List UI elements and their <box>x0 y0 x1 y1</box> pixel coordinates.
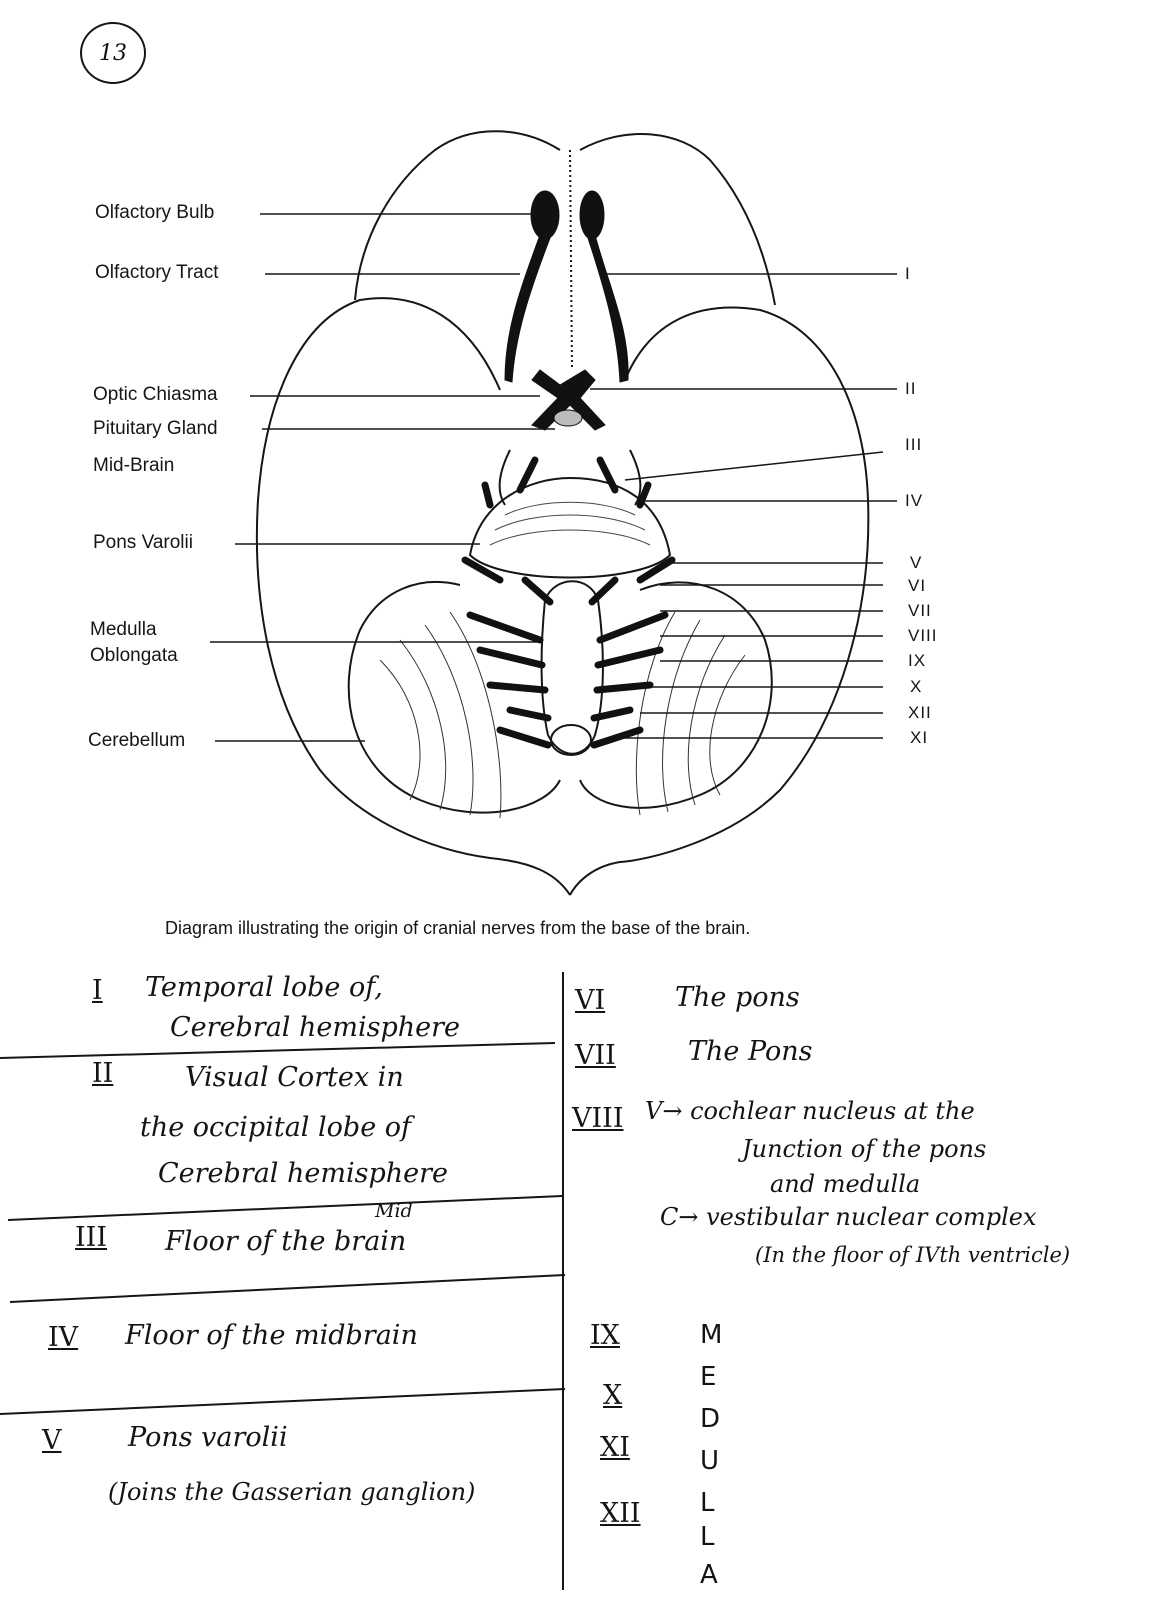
label-olfactory-bulb: Olfactory Bulb <box>95 202 215 223</box>
medulla-nerve-xi: XI <box>600 1432 630 1463</box>
note-viii-line5: (In the floor of IVth ventricle) <box>755 1243 1071 1267</box>
note-iii-num: III <box>75 1222 107 1253</box>
note-v-line1: Pons varolii <box>128 1422 288 1453</box>
nerve-vii-viii-left <box>470 615 540 640</box>
olfactory-tract-right <box>588 235 628 382</box>
note-vii-text: The Pons <box>688 1036 813 1067</box>
nerve-label-iii: III <box>905 435 923 454</box>
label-pituitary-gland: Pituitary Gland <box>93 418 218 439</box>
medulla-nerve-xii: XII <box>600 1498 641 1529</box>
nerve-x-left <box>490 685 545 690</box>
nerve-xi-left <box>500 730 548 745</box>
note-ii-line1: Visual Cortex in <box>185 1062 404 1093</box>
label-olfactory-tract: Olfactory Tract <box>95 262 219 283</box>
note-ii-line3: Cerebral hemisphere <box>158 1158 449 1189</box>
note-iii-line1: Floor of the brain <box>165 1226 407 1257</box>
note-viii-line3: and medulla <box>770 1170 921 1198</box>
nerve-label-i: I <box>905 264 911 283</box>
note-iv-num: IV <box>48 1322 79 1353</box>
note-i-num: I <box>92 975 103 1006</box>
note-iii-insert: Mid <box>375 1200 413 1222</box>
olfactory-tract-left <box>505 235 550 382</box>
nerve-label-vii: VII <box>908 601 932 620</box>
label-mid-brain: Mid-Brain <box>93 455 175 476</box>
midline-fissure <box>570 150 572 370</box>
medulla-end <box>551 725 591 755</box>
note-ii-line2: the occipital lobe of <box>140 1112 412 1143</box>
cerebellum-right <box>580 582 772 808</box>
nerve-ix-right <box>598 650 660 665</box>
nerve-label-xii: XII <box>908 703 932 722</box>
medulla-letter-a: A <box>700 1560 718 1590</box>
nerve-xii-left <box>510 710 548 718</box>
label-pons-varolii: Pons Varolii <box>93 532 193 553</box>
note-vi-text: The pons <box>675 982 800 1013</box>
note-vi-num: VI <box>575 985 606 1016</box>
nerve-iv-left <box>485 485 490 505</box>
note-iv-line1: Floor of the midbrain <box>125 1320 418 1351</box>
medulla-letter-m: M <box>700 1320 723 1350</box>
nerve-label-viii: VIII <box>908 626 938 645</box>
note-viii-line2: Junction of the pons <box>742 1135 987 1163</box>
nerve-vi-right <box>592 580 615 602</box>
label-medulla: Medulla <box>90 619 157 640</box>
nerve-label-ii: II <box>905 379 917 398</box>
note-i-line2: Cerebral hemisphere <box>170 1012 461 1043</box>
label-oblongata: Oblongata <box>90 645 178 666</box>
nerve-label-v: V <box>910 553 923 572</box>
medulla-letter-u: U <box>700 1446 720 1476</box>
page-number: 13 <box>99 40 127 66</box>
medulla-letter-d: D <box>700 1404 721 1434</box>
nerve-label-x: X <box>910 677 923 696</box>
cerebellum-left <box>349 582 560 813</box>
label-cerebellum: Cerebellum <box>88 730 186 751</box>
note-vii-num: VII <box>575 1040 616 1071</box>
nerve-x-right <box>597 685 650 690</box>
medulla-letter-l1: L <box>700 1488 715 1518</box>
note-viii-line1: V→ cochlear nucleus at the <box>645 1097 975 1125</box>
diagram-caption: Diagram illustrating the origin of cranial nerves from the base of the brain. <box>165 918 751 938</box>
note-i-line1: Temporal lobe of, <box>145 972 383 1003</box>
medulla-oblongata <box>542 581 603 754</box>
nerve-vi-left <box>525 580 550 602</box>
label-optic-chiasma: Optic Chiasma <box>93 384 218 405</box>
nerve-vii-viii-right <box>600 615 665 640</box>
nerve-iii-right <box>600 460 615 490</box>
note-ii-num: II <box>92 1058 114 1089</box>
frontal-lobe-right <box>580 134 775 305</box>
note-viii-num: VIII <box>572 1103 624 1134</box>
pituitary-gland <box>554 410 582 426</box>
medulla-letter-e: E <box>700 1362 717 1392</box>
medulla-nerve-x: X <box>603 1380 623 1411</box>
note-v-num: V <box>42 1425 62 1456</box>
temporal-lobe-left <box>257 298 570 895</box>
note-v-line2: (Joins the Gasserian ganglion) <box>108 1478 476 1506</box>
note-viii-line4: C→ vestibular nuclear complex <box>660 1203 1037 1231</box>
nerve-label-vi: VI <box>908 576 927 595</box>
nerve-label-xi: XI <box>910 728 929 747</box>
medulla-letter-l2: L <box>700 1522 715 1552</box>
olfactory-bulb-right <box>580 191 604 239</box>
temporal-lobe-right <box>570 308 868 895</box>
olfactory-bulb-left <box>531 191 559 239</box>
nerve-label-iv: IV <box>905 491 924 510</box>
nerve-label-ix: IX <box>908 651 927 670</box>
nerve-ix-left <box>480 650 542 665</box>
medulla-nerve-ix: IX <box>590 1320 620 1351</box>
